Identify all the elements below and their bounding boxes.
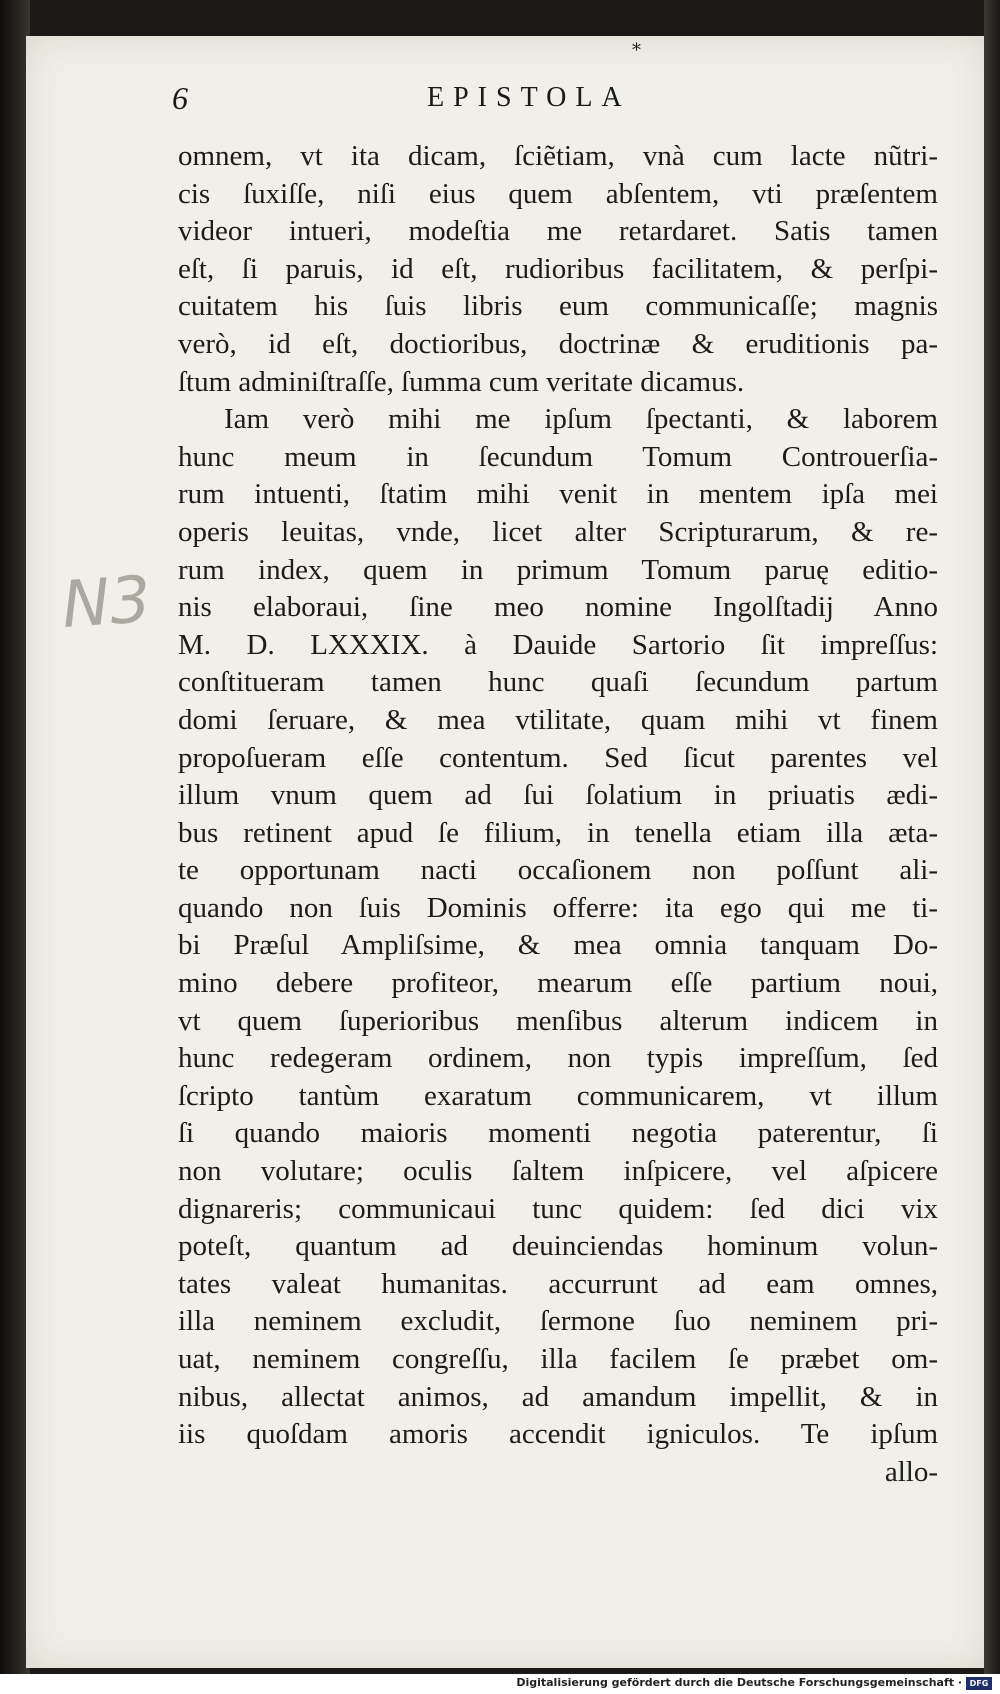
text-line: non volutare; oculis ſaltem inſpicere, vel aſpicere	[178, 1155, 938, 1188]
text-line: uat, neminem congreſſu, illa facilem ſe præbet om-	[178, 1343, 938, 1375]
page-number: 6	[172, 80, 188, 116]
text-line: mino debere profiteor, mearum eſſe partium noui,	[178, 967, 938, 1000]
text-line: omnem, vt ita dicam, ſciẽtiam, vnà cum lacte nũtri-	[178, 140, 938, 172]
text-line: rum index, quem in primum Tomum paruę editio-	[178, 553, 938, 586]
margin-annotation: N3	[59, 563, 154, 643]
text-line: hunc meum in ſecundum Tomum Controuerſia-	[178, 440, 938, 473]
text-line: ſi quando maioris momenti negotia paterentur, ſi	[178, 1117, 938, 1150]
text-line: bus retinent apud ſe filium, in tenella etiam illa æta-	[178, 816, 938, 849]
text-line: eſt, ſi paruis, id eſt, rudioribus facilitatem, & perſpi-	[178, 252, 938, 285]
page-header	[172, 80, 942, 120]
text-line: dignareris; communicaui tunc quidem: ſed dici vix	[178, 1192, 938, 1225]
page-right-edge	[984, 0, 1000, 1674]
text-line: nis elaboraui, ſine meo nomine Ingolſtadij Anno	[178, 591, 938, 624]
text-line: conſtitueram tamen hunc quaſi ſecundum partum	[178, 666, 938, 699]
text-line: cuitatem his ſuis libris eum communicaſſe; magnis	[178, 290, 938, 323]
text-line: te opportunam nacti occaſionem non poſſunt ali-	[178, 854, 938, 887]
funding-credit: Digitalisierung gefördert durch die Deutsche Forschungsgemeinschaft ·	[516, 1676, 962, 1689]
text-line: iis quoſdam amoris accendit igniculos. Te ipſum	[178, 1418, 938, 1451]
text-line-paragraph-start: Iam verò mihi me ipſum ſpectanti, & laborem	[224, 403, 938, 436]
text-line: videor intueri, modeſtia me retardaret. Satis tamen	[178, 215, 938, 248]
text-line: illa neminem excludit, ſermone ſuo neminem pri-	[178, 1305, 938, 1338]
text-line: bi Præſul Ampliſsime, & mea omnia tanquam Do-	[178, 929, 938, 962]
text-line: quando non ſuis Dominis offerre: ita ego qui me ti-	[178, 891, 938, 924]
text-line: rum intuenti, ſtatim mihi venit in mentem ipſa mei	[178, 478, 938, 511]
dfg-logo-icon: DFG	[966, 1677, 992, 1690]
text-line: tates valeat humanitas. accurrunt ad eam omnes,	[178, 1267, 938, 1300]
text-line: vt quem ſuperioribus menſibus alterum indicem in	[178, 1004, 938, 1037]
body-text	[178, 138, 938, 1491]
text-line: ſcripto tantùm exaratum communicarem, vt illum	[178, 1079, 938, 1112]
running-title: EPISTOLA	[427, 82, 631, 113]
top-mark: *	[632, 40, 641, 61]
catchword: allo-	[884, 1455, 938, 1488]
text-line: illum vnum quem ad ſui ſolatium in priuatis ædi-	[178, 779, 938, 812]
text-line: verò, id eſt, doctioribus, doctrinæ & eruditionis pa-	[178, 327, 938, 360]
text-line: M. D. LXXXIX. à Dauide Sartorio ſit impreſſus:	[178, 628, 938, 661]
text-line: poteſt, quantum ad deuinciendas hominum volun-	[178, 1230, 938, 1263]
text-line: domi ſeruare, & mea vtilitate, quam mihi vt finem	[178, 703, 938, 736]
text-line: hunc redegeram ordinem, non typis impreſſum, ſed	[178, 1042, 938, 1075]
text-line: cis ſuxiſſe, niſi eius quem abſentem, vti præſentem	[178, 177, 938, 210]
footer-bar	[0, 1674, 1000, 1694]
text-line: nibus, allectat animos, ad amandum impellit, & in	[178, 1380, 938, 1413]
text-line: operis leuitas, vnde, licet alter Scripturarum, & re-	[178, 515, 938, 548]
text-line: ſtum adminiſtraſſe, ſumma cum veritate dicamus.	[178, 365, 745, 398]
text-line: propoſueram eſſe contentum. Sed ſicut parentes vel	[178, 741, 938, 774]
